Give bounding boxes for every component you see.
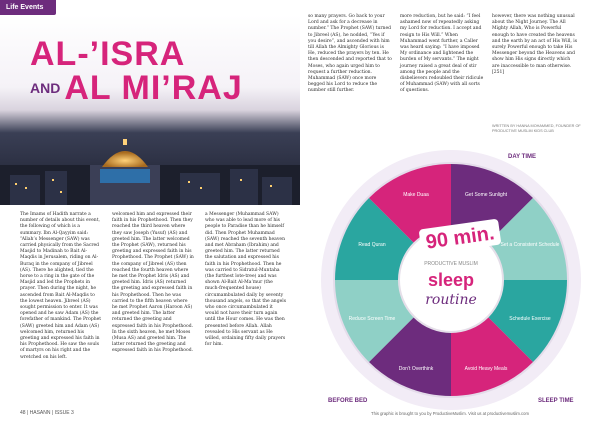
section-tag: Life Events	[0, 0, 56, 15]
byline: WRITTEN BY HANNA MOHAMMED, FOUNDER OF PRODUCTIVE MUSLIM KIDS CLUB	[492, 124, 581, 133]
title-sleep: sleep	[427, 270, 475, 290]
page-number: 48	[20, 410, 26, 416]
issue-number: ISSUE 3	[54, 410, 74, 416]
city-silhouette	[0, 135, 300, 205]
infographic-credit: This graphic is brought to you by ProductiveMuslim. Visit us at productivemuslim.com	[371, 411, 529, 416]
segment-label-6: Reduce Screen Time	[348, 316, 396, 322]
title-line2: AL MI’RAJ	[64, 69, 243, 107]
segment-label-7: Read Quran	[358, 242, 386, 248]
segment-label-1: Get Some Sunlight	[465, 192, 507, 198]
title-and: AND	[30, 80, 61, 96]
segment-label-3: Schedule Exercise	[509, 316, 551, 322]
segment-label-2: Set a Consistent Schedule	[500, 242, 560, 248]
segment-label-5: Don’t Overthink	[398, 366, 434, 372]
column-3-text: a Messenger (Muhammad SAW) who was able to lead more of his people to Paradise than he himself did. Then Prophet Muhammad (SAW) reached the seventh heaven and met Abraham (Ibrahim) and greeted him. The latter returned the salutation and expressed his faith in his Prophethood. Then he was carried to Sidratul-Muntaha (the furthest lote-tree) and was shown Al-Bait Al-Ma’mur (the much-frequented house) circumambulated daily by seventy thousand angels, so that the angels who once circumambulated it would not have their turn again until the Hour comes. He was then presented before Allah. Allah revealed to His servant as He willed, ordaining fifty daily prayers for him.	[205, 212, 286, 348]
magazine-name: HASANN	[29, 410, 51, 416]
article-column-2	[112, 212, 194, 358]
segment-label-8: Make Duaa	[403, 192, 429, 198]
hero-image	[0, 15, 300, 205]
hero-title	[30, 37, 243, 105]
column-2-text: welcomed him and expressed their faith in his Prophethood. Then they reached the third heaven where they saw Joseph (Yusuf) (AS) and greeted him. The latter welcomed the Prophet (SAW), returned his greeting and expressed faith in his Prophethood. The Prophet (SAW) in the company of Jibreel (AS) then reached the fourth heaven where he met the Prophet Idris (AS) and greeted him. Idris (AS) returned the greeting and expressed faith in his Prophethood. Then he was carried to the fifth heaven where he met Prophet Aaron (Haroon AS) and greeted him. The latter returned the greeting and expressed faith in his Prophethood. In the sixth heaven, he met Moses (Musa AS) and greeted him. The latter returned the greeting and expressed faith in his Prophethood.	[112, 212, 194, 354]
article-column-3	[205, 212, 287, 351]
right-column-1-text: so many prayers. Go back to your Lord and ask for a decrease in number.” The Prophet (SAW) turned to Jibreel (AS), he nodded, “Yes if you desire”, and ascended with him till Allah the Almighty Glorious is He, reduced the prayers by ten. He then descended and reported that to Moses, who again urged him to request a further reduction. Muhammad (SAW) once more begged his Lord to reduce the number still further.	[308, 14, 392, 94]
column-1-text: The Imams of Hadith narrate a number of details about this event, the following of which is a summary. Ibn Al-Qayyim said: “Allah’s Messenger (SAW) was carried physically from the Sacred Masjid to Madinah to Bait Al-Maqdis in Jerusalem, riding on Al-Buraq in the company of Jibreel (AS). There he alighted, tied the horse to a ring in the gate of the Masjid and led the Prophets in prayer. Then during the night, he ascended from Bait Al-Maqdis to the lowest heaven. Jibreel (AS) sought permission to enter. It was opened and he saw Adam (AS) the forefather of mankind. The Prophet (SAW) greeted him and Adam (AS) welcomed him, returned his greeting and expressed his faith in his Prophethood. He saw the souls of martyrs on his right and the wretched on his left.	[20, 212, 102, 360]
right-column-2-text: more reduction, but he said: “I feel ashamed now of repeatedly asking my Lord for reduction. I accept and resign to His Will.” When Muhammad went further, a Caller was heard saying: “I have imposed My ordinance and lightened the burden of My servants.” The night journey raised a great deal of stir among the people and the disbelievers redoubled their ridicule of Muhammad (SAW) with all sorts of questions.	[400, 14, 484, 94]
right-column-3-text: however, there was nothing unusual about the Night Journey. The All Mighty Allah, Who is Powerful enough to have created the heavens and the earth by an act of His Will, is surely Powerful enough to take His Messenger beyond the Heavens and show him His signs directly which are inaccessible to man otherwise. [251]	[492, 14, 578, 75]
band-label-2: SLEEP TIME	[538, 398, 574, 404]
band-label-1: DAY TIME	[508, 154, 537, 160]
brand-label: PRODUCTIVE MUSLIM	[424, 261, 478, 267]
band-label-3: BEFORE BED	[328, 398, 368, 404]
right-column-1	[308, 14, 392, 95]
article-column-1	[20, 212, 102, 364]
right-column-3	[492, 14, 578, 76]
title-routine: routine	[425, 292, 477, 308]
sleep-routine-infographic	[308, 120, 594, 420]
time-label: 90 min.	[424, 222, 496, 254]
right-page	[300, 0, 600, 424]
title-line1: AL-’ISRA	[30, 35, 186, 73]
page-footer: 48 | HASANN | ISSUE 3	[20, 410, 74, 416]
right-column-2	[400, 14, 484, 95]
segment-label-4: Avoid Heavy Meals	[464, 366, 508, 372]
